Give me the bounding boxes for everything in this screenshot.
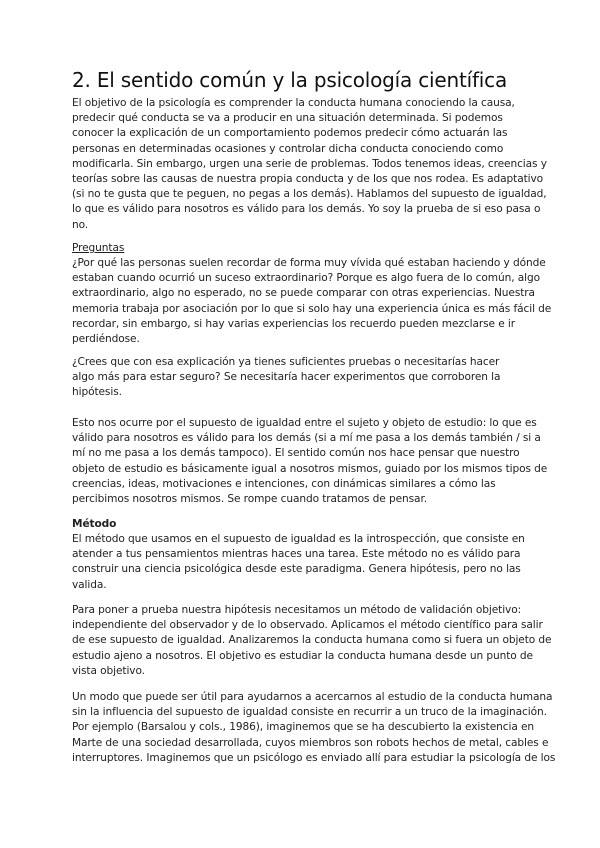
text-line: construir una ciencia psicológica desde este paradigma. Genera hipótesis, pero no las <box>72 563 521 576</box>
text-line: recordar, sin embargo, si hay varias experiencias los recuerdo pueden mezclarse e ir <box>72 317 515 330</box>
metodo-heading-block <box>72 517 532 532</box>
text-line: Un modo que puede ser útil para ayudarnos a acercarnos al estudio de la conducta humana <box>72 691 553 703</box>
preguntas-heading-block <box>72 241 532 256</box>
text-line: El objetivo de la psicología es comprender la conducta humana conociendo la causa, <box>72 97 515 109</box>
section-title: 2. El sentido común y la psicología científica <box>72 68 508 92</box>
text-line: creencias, ideas, motivaciones e intenciones, con dinámicas similares a cómo las <box>72 477 496 490</box>
text-line: predecir qué conducta se va a producir en una situación determinada. Si podemos <box>72 112 503 125</box>
text-line: atender a tus pensamientos mientras haces una tarea. Este método no es válido para <box>72 548 521 561</box>
text-line: mí no me pasa a los demás tampoco). El sentido común nos hace pensar que nuestro <box>72 447 520 460</box>
text-line: de ese supuesto de igualdad. Analizaremos la conducta humana como si fuera un objeto de <box>72 634 552 647</box>
text-line: estaban cuando ocurrió un suceso extraordinario? Porque es algo fuera de lo común, algo <box>72 272 540 285</box>
text-line: El método que usamos en el supuesto de igualdad es la introspección, que consiste en <box>72 533 525 545</box>
text-line: Para poner a prueba nuestra hipótesis necesitamos un método de validación objetivo: <box>72 604 522 616</box>
text-line: extraordinario, algo no esperado, no se puede comparar con otras experiencias. Nuestra <box>72 287 535 300</box>
text-line: Marte de una sociedad desarrollada, cuyos miembros son robots hechos de metal, cables e <box>72 736 549 749</box>
text-line: sin la influencia del supuesto de igualdad consiste en recurrir a un truco de la imaginación. <box>72 706 547 719</box>
preguntas-heading: Preguntas <box>72 242 125 254</box>
text-line: personas en determinadas ocasiones y controlar dicha conducta conociendo como <box>72 142 504 155</box>
text-line: percibimos nosotros mismos. Se rompe cuando tratamos de pensar. <box>72 492 427 505</box>
text-line: algo más para estar seguro? Se necesitaría hacer experimentos que corroboren la <box>72 371 501 384</box>
text-line: Por ejemplo (Barsalou y cols., 1986), imaginemos que se ha descubierto la existencia en <box>72 721 535 734</box>
metodo-paragraph-3 <box>72 690 556 766</box>
text-line: vista objetivo. <box>72 664 145 677</box>
text-line: Esto nos ocurre por el supuesto de igualdad entre el sujeto y objeto de estudio: lo que es <box>72 417 537 429</box>
text-line: conocer la explicación de un comportamiento podemos predecir cómo actuarán las <box>72 127 508 140</box>
preguntas-paragraph-2 <box>72 355 532 401</box>
metodo-paragraph-2 <box>72 603 552 679</box>
text-line: válido para nosotros es válido para los demás (si a mí me pasa a los demás también / si a <box>72 432 541 445</box>
text-line: lo que es válido para nosotros es válido para los demás. Yo soy la prueba de si eso pasa o <box>72 203 541 216</box>
metodo-heading: Método <box>72 518 117 530</box>
text-line: no. <box>72 218 89 231</box>
metodo-paragraph-1 <box>72 532 532 593</box>
text-line: teorías sobre las causas de nuestra propia conducta y de los que nos rodea. Es adaptativo <box>72 172 544 185</box>
text-line: ¿Por qué las personas suelen recordar de forma muy vívida qué estaban haciendo y dónde <box>72 257 546 269</box>
text-line: memoria trabaja por asociación por lo que si solo hay una experiencia única es más fácil de <box>72 302 552 315</box>
intro-paragraph <box>72 96 547 233</box>
text-line: valida. <box>72 578 107 591</box>
text-line: (si no te gusta que te peguen, no pegas a los demás). Hablamos del supuesto de igualdad, <box>72 188 547 201</box>
text-line: estudio ajeno a nosotros. El objetivo es estudiar la conducta humana desde un punto de <box>72 649 533 662</box>
preguntas-paragraph-3 <box>72 416 548 507</box>
text-line: modificarla. Sin embargo, urgen una serie de problemas. Todos tenemos ideas, creencias y <box>72 157 547 170</box>
text-line: independiente del observador y de lo observado. Aplicamos el método científico para salir <box>72 619 543 632</box>
preguntas-paragraph-1 <box>72 256 552 347</box>
text-line: ¿Crees que con esa explicación ya tienes suficientes pruebas o necesitarías hacer <box>72 356 500 368</box>
text-line: interruptores. Imaginemos que un psicólogo es enviado allí para estudiar la psicología de los <box>72 751 556 764</box>
text-line: hipótesis. <box>72 386 122 399</box>
text-line: objeto de estudio es básicamente igual a nosotros mismos, guiado por los mismos tipos de <box>72 462 548 475</box>
text-line: perdiéndose. <box>72 332 140 345</box>
